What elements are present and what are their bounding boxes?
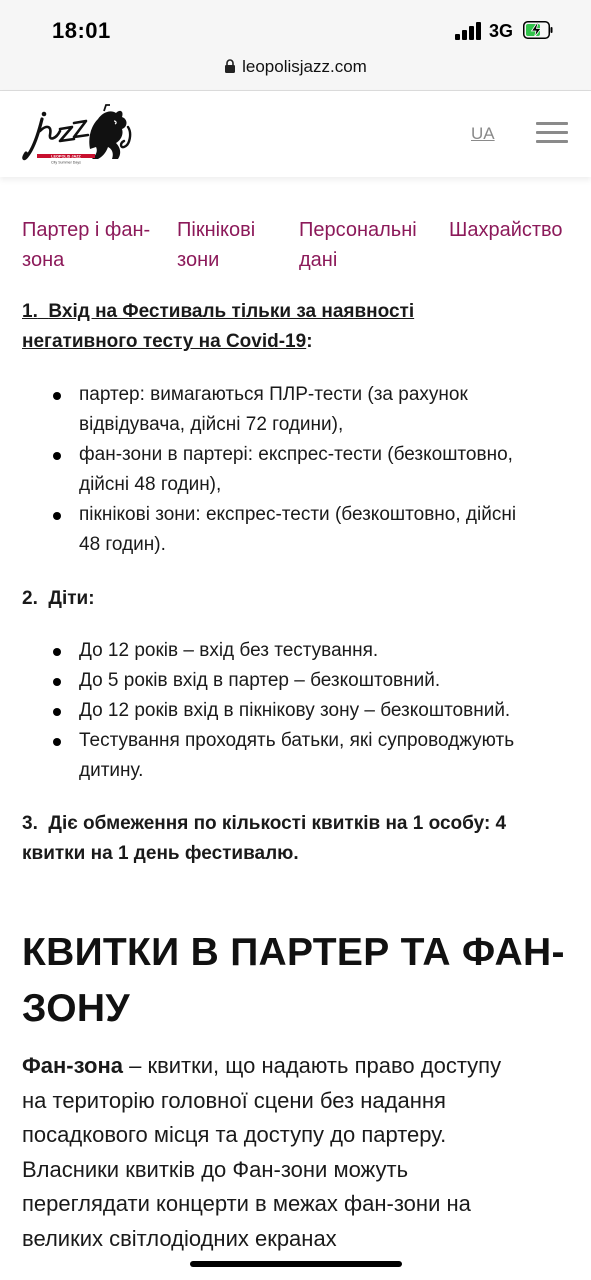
leopolis-jazz-logo[interactable]: [20, 101, 132, 167]
section-title-colon: :: [306, 331, 313, 352]
tab-label-line: зони: [177, 249, 220, 271]
section-ticket-limit: [22, 809, 506, 869]
bullet-icon: [53, 392, 61, 400]
lock-icon: [224, 59, 236, 73]
site-header: [0, 91, 591, 177]
bullet-icon: [53, 678, 61, 686]
list-item: [0, 726, 591, 786]
status-time: 18:01: [52, 18, 111, 43]
language-switch[interactable]: UA: [471, 124, 495, 143]
logo-wordmark: LEOPOLIS JAZZ: [51, 154, 81, 159]
paragraph-line: Власники квитків до Фан-зони можуть: [22, 1156, 409, 1182]
list-item: [0, 636, 591, 666]
list-item-line: дитину.: [79, 760, 144, 781]
fan-zone-description: [22, 1049, 577, 1256]
list-item: [0, 666, 591, 696]
section-text-line: квитки на 1 день фестивалю.: [22, 843, 299, 864]
paragraph-line: посадкового місця та доступу до партеру.: [22, 1122, 447, 1147]
paragraph-line: на територію головної сцени без надання: [22, 1087, 446, 1113]
list-item: [0, 440, 591, 500]
section-covid-heading: [22, 297, 414, 357]
list-item: [0, 696, 591, 726]
bullet-icon: [53, 738, 61, 746]
section-title-line: КВИТКИ В ПАРТЕР ТА ФАН-: [22, 931, 565, 974]
bullet-icon: [53, 648, 61, 656]
list-item-line: фан-зони в партері: експрес-тести (безкоштовно,: [79, 444, 513, 465]
section-title-line: Вхід на Фестиваль тільки за наявності: [48, 301, 415, 322]
tab-label-line: Пікнікові: [177, 219, 256, 241]
tab-label-line: дані: [299, 249, 338, 271]
section-text-line: Діє обмеження по кількості квитків на 1 особу: 4: [48, 813, 507, 834]
section-title-line: ЗОНУ: [22, 987, 130, 1030]
logo-tagline: City Summer Days: [51, 160, 81, 165]
list-item-line: відвідувача, дійсні 72 години),: [79, 414, 344, 435]
section-number: 3.: [22, 813, 38, 834]
battery-charging-icon: [523, 21, 553, 39]
covid-requirements-list: [0, 380, 591, 560]
list-item-line: Тестування проходять батьки, які супроводжують: [79, 730, 515, 751]
tickets-section-title: [22, 925, 582, 1037]
section-number: 2.: [22, 588, 38, 609]
list-item-line: дійсні 48 годин),: [79, 474, 222, 495]
section-title-line: негативного тесту на Covid-19: [22, 331, 307, 352]
fan-zone-term: Фан-зона: [22, 1053, 123, 1078]
tab-label-line: Персональні: [299, 219, 417, 241]
paragraph-line: – квитки, що надають право доступу: [122, 1053, 502, 1078]
home-indicator[interactable]: [190, 1261, 402, 1267]
section-title: Діти:: [48, 588, 95, 609]
list-item: [0, 380, 591, 440]
bullet-icon: [53, 512, 61, 520]
paragraph-line: великих світлодіодних екранах: [22, 1225, 337, 1251]
url-text[interactable]: leopolisjazz.com: [242, 57, 367, 76]
hamburger-menu-icon[interactable]: [536, 122, 568, 144]
section-children-heading: [22, 584, 95, 614]
list-item-line: До 12 років вхід в пікнікову зону – безкоштовний.: [79, 700, 511, 721]
tab-picnic-zones[interactable]: [177, 215, 255, 275]
tab-parter-fan-zone[interactable]: [22, 215, 150, 275]
tab-label-line: Партер і фан-: [22, 219, 151, 241]
signal-strength-icon: [455, 22, 483, 40]
list-item-line: До 12 років – вхід без тестування.: [79, 640, 379, 661]
tab-personal-data[interactable]: [299, 215, 417, 275]
browser-address-bar[interactable]: [0, 50, 591, 91]
list-item: [0, 500, 591, 560]
tab-label-line: Шахрайство: [449, 219, 563, 241]
section-number: 1.: [22, 301, 38, 322]
bullet-icon: [53, 452, 61, 460]
paragraph-line: переглядати концерти в межах фан-зони на: [22, 1191, 471, 1216]
tab-fraud[interactable]: [449, 215, 563, 245]
list-item-line: пікнікові зони: експрес-тести (безкоштовно, дійсні: [79, 504, 517, 525]
list-item-line: партер: вимагаються ПЛР-тести (за рахунок: [79, 384, 468, 405]
list-item-line: 48 годин).: [79, 534, 166, 555]
network-type: 3G: [489, 21, 514, 41]
bullet-icon: [53, 708, 61, 716]
list-item-line: До 5 років вхід в партер – безкоштовний.: [79, 670, 441, 691]
tab-label-line: зона: [22, 249, 65, 271]
children-rules-list: [0, 636, 591, 786]
